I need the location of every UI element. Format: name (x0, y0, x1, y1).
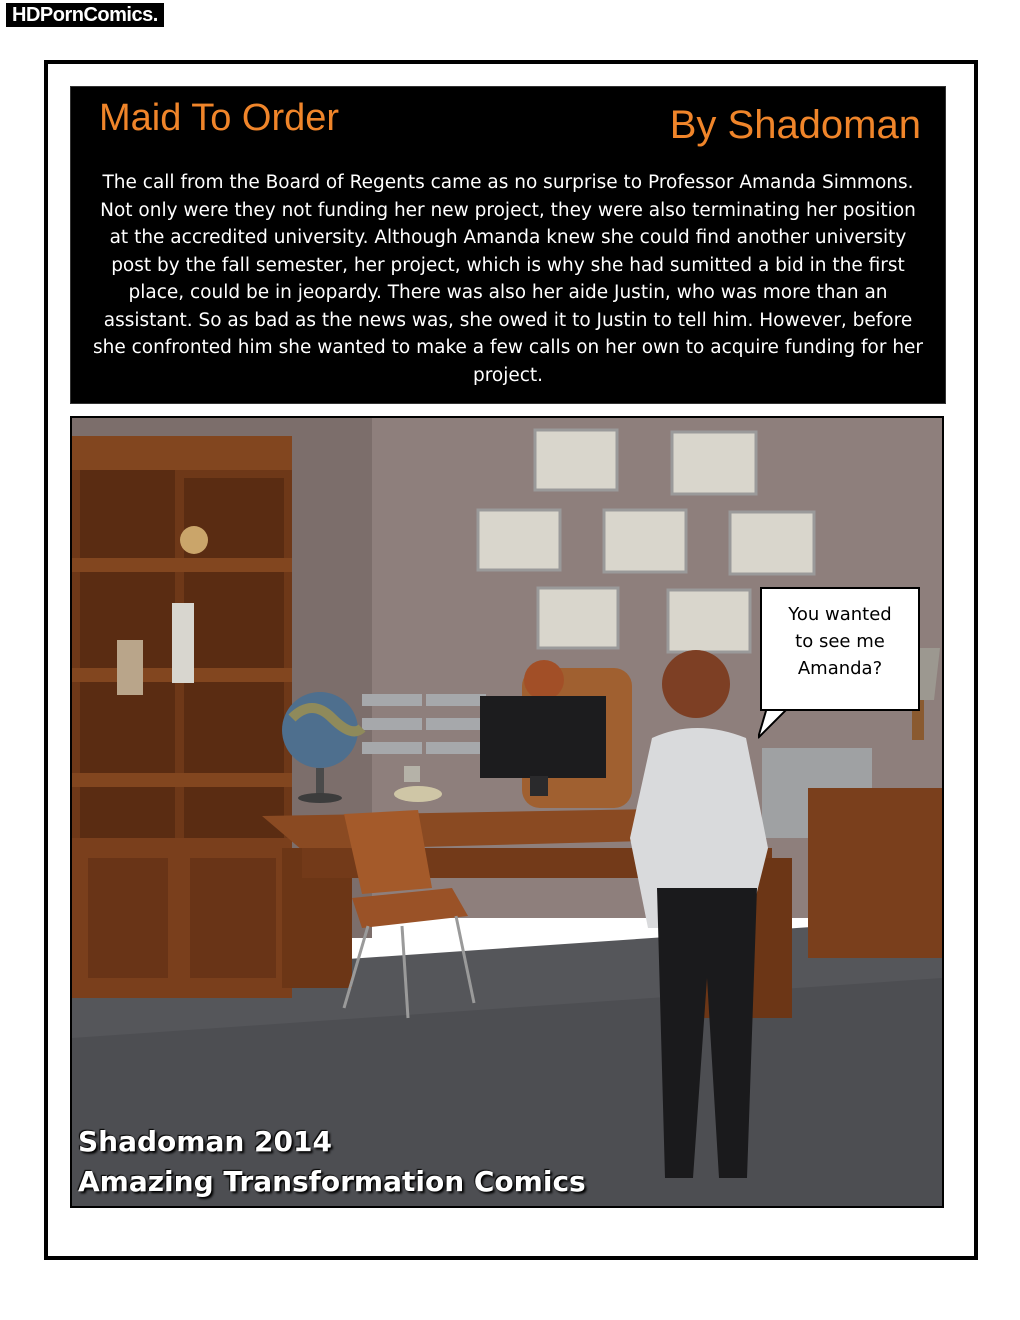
comic-byline: By Shadoman (669, 103, 921, 147)
comic-page (44, 60, 978, 1260)
office-scene-illustration (72, 418, 942, 1206)
comic-title: Maid To Order (99, 97, 340, 139)
narration-text: The call from the Board of Regents came as no surprise to Professor Amanda Simmons. Not only were they not funding her new project, they were also terminating her position at the accredited university. Although Amanda knew she could find another university post by the fall semester, her project, which is why she had sumitted a bid in the first place, could be in jeopardy. There was also her aide Justin, who was more than an assistant. So as bad as the news was, she owed it to Justin to tell him. However, before she confronted him she wanted to make a few calls on her own to acquire funding for her project. (92, 172, 924, 386)
comic-panel (70, 416, 944, 1208)
speech-line: Amanda? (797, 658, 883, 679)
speech-text (762, 601, 918, 682)
caption-box (70, 86, 946, 404)
speech-bubble (760, 587, 920, 711)
credit-publisher: Amazing Transformation Comics (78, 1165, 586, 1198)
speech-line: You wanted (788, 604, 892, 625)
credit-author-year: Shadoman 2014 (78, 1125, 332, 1158)
speech-line: to see me (795, 631, 885, 652)
site-watermark: HDPornComics. (6, 3, 164, 27)
